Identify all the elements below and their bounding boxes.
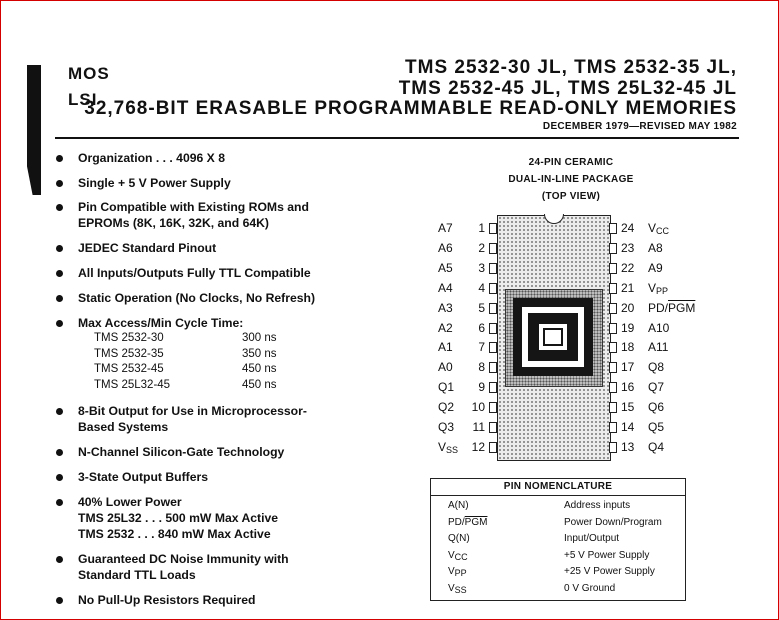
nomenclature-description: Input/Output [564, 533, 620, 545]
pin-number: 6 [478, 320, 485, 335]
feature-list [56, 150, 356, 608]
pin-label: Q5 [648, 420, 665, 434]
pin-number: 7 [478, 340, 485, 355]
package-title-line-3: (TOP VIEW) [541, 191, 601, 202]
nomenclature-symbol: Q(N) [448, 533, 470, 545]
pin-label: A1 [438, 340, 453, 355]
title-line-1: TMS 2532-30 JL, TMS 2532-35 JL, [405, 57, 737, 78]
pin-lead [489, 402, 497, 413]
nomenclature-description: 0 V Ground [564, 583, 616, 594]
bullet-icon [56, 556, 63, 563]
pin-number: 18 [621, 340, 635, 355]
die-core [543, 328, 563, 346]
pin-label: A8 [648, 240, 663, 255]
pin-label: A9 [648, 260, 663, 275]
bullet-icon [56, 180, 63, 187]
pin-number: 12 [471, 439, 485, 454]
feature-item: Organization . . . 4096 X 8 [56, 150, 356, 166]
pin-label: Q4 [648, 439, 665, 454]
pin-lead [609, 283, 617, 294]
feature-item: All Inputs/Outputs Fully TTL Compatible [56, 265, 356, 281]
title-line-3: 32,768-BIT ERASABLE PROGRAMMABLE READ-ONLY MEMORIES [84, 98, 737, 119]
pin-number: 1 [478, 221, 485, 235]
nomenclature-row [431, 531, 685, 548]
bullet-icon [56, 474, 63, 481]
feature-item: 3-State Output Buffers [56, 469, 356, 485]
pin-lead [609, 263, 617, 274]
pin-number: 8 [478, 360, 485, 375]
pin-number: 22 [621, 260, 635, 275]
pin-lead [609, 323, 617, 334]
margin-tab-bar [27, 65, 41, 195]
pin-number: 11 [472, 420, 485, 434]
pin-nomenclature-table [430, 478, 686, 601]
pin-lead [609, 362, 617, 373]
pin-label: A5 [438, 260, 453, 275]
bullet-icon [56, 270, 63, 277]
feature-item: JEDEC Standard Pinout [56, 240, 356, 256]
feature-item: N-Channel Silicon-Gate Technology [56, 444, 356, 460]
pin-number: 9 [478, 380, 485, 395]
pin-label: A11 [648, 340, 669, 355]
bullet-icon [56, 449, 63, 456]
pin-label: Q6 [648, 400, 665, 415]
nomenclature-symbol: $V_{PP}$ [448, 566, 467, 579]
pin-label: A3 [438, 300, 453, 315]
pin-lead [489, 442, 497, 453]
nomenclature-description: Address inputs [564, 500, 631, 511]
pin-label: Q7 [648, 380, 665, 395]
feature-item: Max Access/Min Cycle Time: [56, 315, 356, 331]
feature-item: Pin Compatible with Existing ROMs and EPROMs (8K, 16K, 32K, and 64K) [56, 199, 356, 231]
pin-label: $V_{PP}$ [648, 280, 669, 296]
pin-number: 13 [621, 439, 635, 454]
cycle-row: TMS 2532-45 450 ns [94, 363, 277, 375]
pin-lead [489, 323, 497, 334]
nomenclature-title: PIN NOMENCLATURE [431, 479, 685, 496]
bullet-icon [56, 597, 63, 604]
pin-lead [489, 362, 497, 373]
pin-number: 5 [478, 300, 485, 315]
nomenclature-row [431, 515, 685, 532]
bullet-icon [56, 245, 63, 252]
pin-lead [489, 342, 497, 353]
cycle-row: TMS 2532-30 300 ns [94, 332, 277, 344]
nomenclature-description: +25 V Power Supply [564, 566, 655, 578]
pin-label: Q3 [438, 420, 455, 434]
cycle-row: TMS 2532-35 350 ns [94, 347, 277, 360]
cycle-row: TMS 25L32-45 450 ns [94, 378, 277, 391]
header-rule [55, 137, 739, 139]
title-line-2: TMS 2532-45 JL, TMS 25L32-45 JL [398, 78, 737, 99]
pin-number: 20 [621, 300, 635, 315]
pin-lead [609, 422, 617, 433]
pin-number: 14 [621, 420, 635, 434]
revision-date: DECEMBER 1979—REVISED MAY 1982 [542, 121, 737, 132]
pin-number: 19 [621, 320, 635, 335]
pin-label: A6 [438, 240, 453, 255]
pin-lead [609, 303, 617, 314]
pin-label: $V_{SS}$ [438, 439, 459, 455]
pin-lead [489, 263, 497, 274]
pin-lead [489, 422, 497, 433]
nomenclature-row [431, 564, 685, 581]
pin-label: A4 [438, 280, 453, 295]
pin-label: A10 [648, 320, 670, 335]
bullet-icon [56, 408, 63, 415]
pin-lead [489, 243, 497, 254]
pin-lead [609, 402, 617, 413]
nomenclature-row [431, 581, 685, 598]
pin-label: A7 [438, 221, 453, 235]
pin-lead [609, 223, 617, 234]
pin-number: 23 [621, 240, 635, 255]
pin-label: Q1 [438, 380, 455, 395]
lsi-label: LSI [68, 90, 98, 109]
pin-number: 16 [621, 380, 635, 395]
nomenclature-description: Power Down/Program [564, 516, 662, 528]
pin-number: 21 [621, 280, 635, 295]
pin-lead [489, 283, 497, 294]
pin-lead [489, 382, 497, 393]
nomenclature-symbol: A(N) [448, 500, 469, 511]
nomenclature-description: +5 V Power Supply [564, 549, 650, 561]
nomenclature-symbol: $V_{SS}$ [448, 583, 467, 595]
bullet-icon [56, 320, 63, 327]
pin-lead [489, 303, 497, 314]
cycle-time-table [56, 331, 356, 393]
nomenclature-row [431, 498, 685, 515]
mos-label: MOS [68, 64, 110, 83]
nomenclature-symbol: $V_{CC}$ [448, 549, 468, 562]
package-title-line-2: DUAL-IN-LINE PACKAGE [508, 174, 634, 185]
pin-lead [609, 382, 617, 393]
pin-label: A0 [438, 360, 453, 375]
package-title-line-1: 24-PIN CERAMIC [528, 157, 614, 168]
bullet-icon [56, 204, 63, 211]
bullet-icon [56, 155, 63, 162]
pin-lead [489, 223, 497, 234]
pin-label: $V_{CC}$ [648, 221, 670, 236]
pin-lead [609, 442, 617, 453]
feature-item: 40% Lower Power TMS 25L32 . . . 500 mW Max Active TMS 2532 . . . 840 mW Max Active [56, 494, 356, 542]
pin-label: A2 [438, 320, 453, 335]
pin-label: $PD/\overline{PGM}$ [648, 300, 696, 315]
nomenclature-symbol: $PD/\overline{PGM}$ [448, 516, 488, 528]
pin-number: 2 [478, 240, 485, 255]
feature-item: 8-Bit Output for Use in Microprocessor- Based Systems [56, 403, 356, 435]
nomenclature-row [431, 548, 685, 565]
pin-number: 17 [621, 360, 635, 375]
pin-label: Q8 [648, 360, 665, 375]
pin-lead [609, 243, 617, 254]
pin-number: 15 [621, 400, 635, 415]
bullet-icon [56, 499, 63, 506]
pin-label: Q2 [438, 400, 455, 415]
pin-number: 24 [621, 221, 635, 235]
bullet-icon [56, 295, 63, 302]
feature-item: Guaranteed DC Noise Immunity with Standard TTL Loads [56, 551, 356, 583]
feature-item: Single + 5 V Power Supply [56, 175, 356, 191]
pin-number: 10 [471, 400, 485, 415]
feature-item: Static Operation (No Clocks, No Refresh) [56, 290, 356, 306]
pin-number: 4 [478, 280, 485, 295]
pin-lead [609, 342, 617, 353]
pin-number: 3 [478, 260, 485, 275]
feature-item: No Pull-Up Resistors Required [56, 592, 356, 608]
